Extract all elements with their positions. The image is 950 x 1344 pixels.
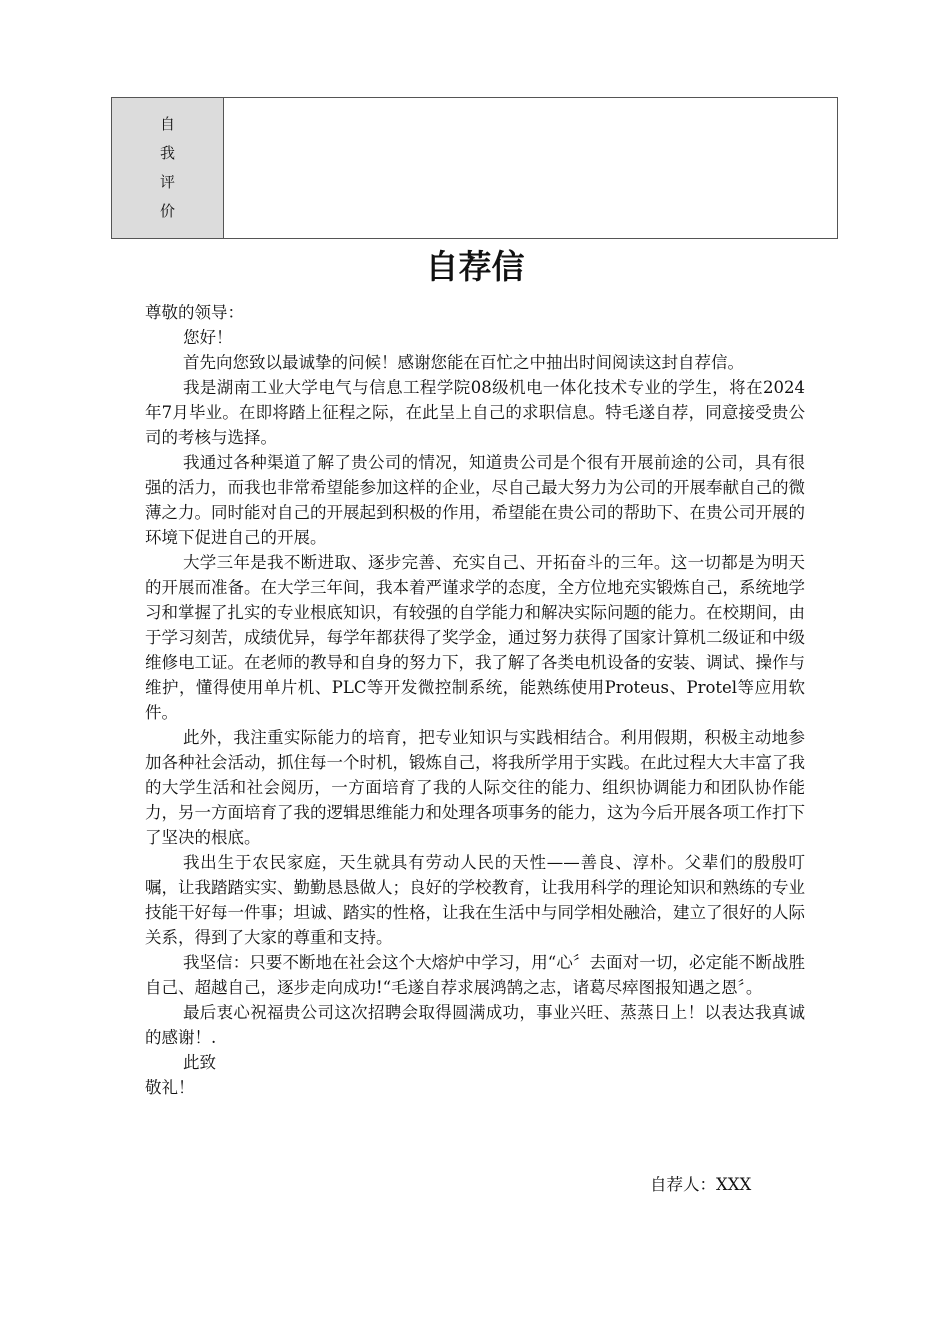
self-evaluation-label-char: 价 xyxy=(159,202,175,220)
letter-paragraph: 我是湖南工业大学电气与信息工程学院08级机电一体化技术专业的学生，将在2024年7月毕业。在即将踏上征程之际，在此呈上自己的求职信息。特毛遂自荐，同意接受贵公司的考核与选择。 xyxy=(145,378,805,447)
letter-salutation: 尊敬的领导： xyxy=(145,303,244,322)
letter-paragraph: 我出生于农民家庭，天生就具有劳动人民的天性——善良、淳朴。父辈们的殷殷叮嘱，让我踏踏实实、勤勤恳恳做人；良好的学校教育，让我用科学的理论知识和熟练的专业技能干好每一件事；坦诚、踏实的性格，让我在生活中与同学相处融洽，建立了很好的人际关系，得到了大家的尊重和支持。 xyxy=(145,853,805,947)
self-evaluation-label-char: 自 xyxy=(159,115,175,133)
self-evaluation-label-char: 评 xyxy=(159,173,175,191)
self-evaluation-label-char: 我 xyxy=(159,144,175,162)
self-evaluation-label-cell xyxy=(112,98,224,238)
self-evaluation-content-cell[interactable] xyxy=(224,98,837,238)
letter-body xyxy=(145,300,805,1100)
letter-paragraph: 我通过各种渠道了解了贵公司的情况，知道贵公司是个很有开展前途的公司，具有很强的活力，而我也非常希望能参加这样的企业，尽自己最大努力为公司的开展奉献自己的微薄之力。同时能对自己的开展起到积极的作用，希望能在贵公司的帮助下、在贵公司开展的环境下促进自己的开展。 xyxy=(145,453,805,547)
letter-title: 自荐信 xyxy=(425,247,525,286)
letter-paragraph: 最后衷心祝福贵公司这次招聘会取得圆满成功，事业兴旺、蒸蒸日上！以表达我真诚的感谢！. xyxy=(145,1003,805,1047)
letter-closing-respect: 此致 xyxy=(182,1053,216,1072)
letter-paragraph: 大学三年是我不断进取、逐步完善、充实自己、开拓奋斗的三年。这一切都是为明天的开展而准备。在大学三年间，我本着严谨求学的态度，全方位地充实锻炼自己，系统地学习和掌握了扎实的专业根底知识，有较强的自学能力和解决实际问题的能力。在校期间，由于学习刻苦，成绩优异，每学年都获得了奖学金，通过努力获得了国家计算机二级证和中级维修电工证。在老师的教导和自身的努力下，我了解了各类电机设备的安装、调试、操作与维护，懂得使用单片机、PLC等开发微控制系统，能熟练使用Proteus、Protel等应用软件。 xyxy=(145,553,805,722)
self-evaluation-table xyxy=(111,97,838,239)
letter-paragraph: 我坚信：只要不断地在社会这个大熔炉中学习，用“心〞去面对一切，必定能不断战胜自己、超越自己，逐步走向成功!“毛遂自荐求展鸿鹄之志，诸葛尽瘁图报知遇之恩〞。 xyxy=(145,953,805,997)
letter-paragraph: 首先向您致以最诚挚的问候！感谢您能在百忙之中抽出时间阅读这封自荐信。 xyxy=(182,353,744,372)
letter-greeting: 您好！ xyxy=(182,328,233,347)
letter-closing-salute: 敬礼！ xyxy=(145,1078,195,1097)
letter-signature: 自荐人：XXX xyxy=(650,1175,752,1194)
letter-paragraph: 此外，我注重实际能力的培育，把专业知识与实践相结合。利用假期，积极主动地参加各种社会活动，抓住每一个时机，锻炼自己，将我所学用于实践。在此过程大大丰富了我的大学生活和社会阅历，一方面培育了我的人际交往的能力、组织协调能力和团队协作能力，另一方面培育了我的逻辑思维能力和处理各项事务的能力，这为今后开展各项工作打下了坚决的根底。 xyxy=(145,728,805,847)
